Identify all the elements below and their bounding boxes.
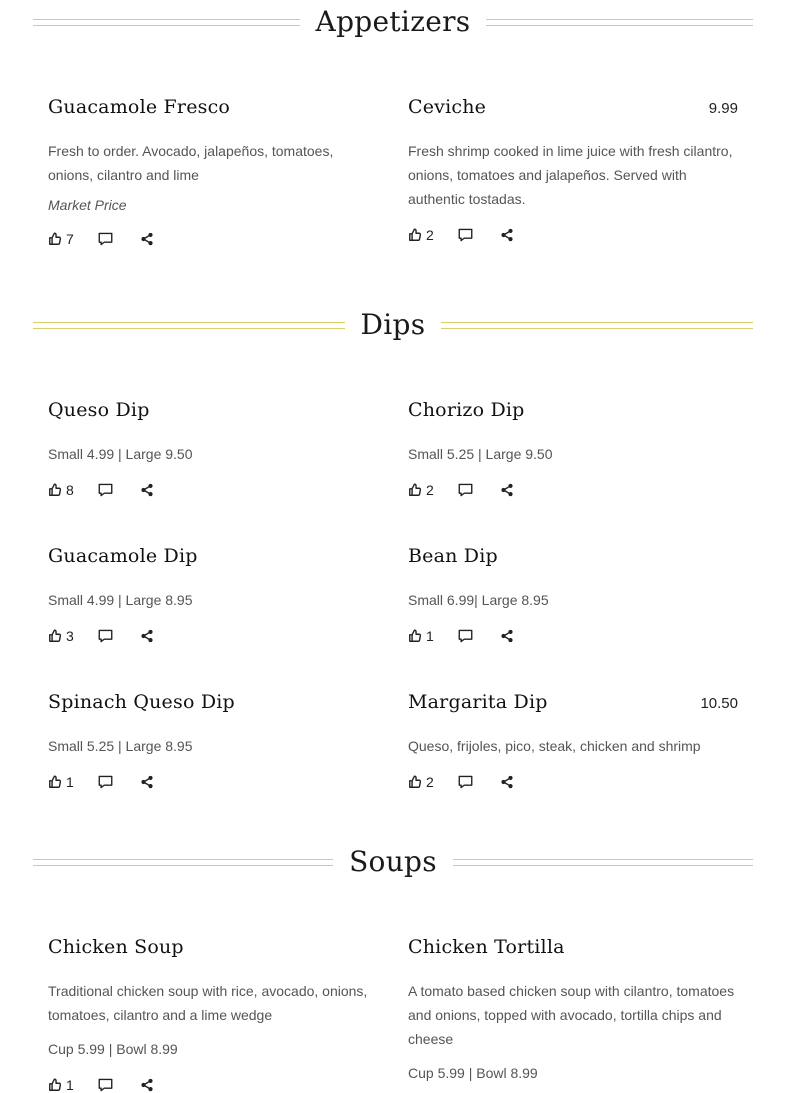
like-button[interactable] bbox=[48, 1077, 98, 1093]
comment-button[interactable] bbox=[98, 1078, 140, 1092]
section-header-soups bbox=[33, 840, 753, 884]
share-icon bbox=[140, 232, 154, 246]
menu-item-ceviche bbox=[408, 96, 738, 243]
item-name: Bean Dip bbox=[408, 545, 498, 567]
item-actions bbox=[408, 227, 738, 243]
like-count: 7 bbox=[66, 231, 74, 247]
menu-item-chicken-tortilla bbox=[408, 936, 738, 1085]
comment-icon bbox=[98, 629, 113, 643]
share-icon bbox=[140, 483, 154, 497]
comment-button[interactable] bbox=[458, 483, 500, 497]
like-count: 2 bbox=[426, 227, 434, 243]
menu-item-queso-dip bbox=[48, 399, 378, 498]
section-title: Appetizers bbox=[315, 5, 471, 38]
thumbs-up-icon bbox=[48, 629, 62, 643]
item-name: Queso Dip bbox=[48, 399, 150, 421]
menu-item-spinach-queso-dip bbox=[48, 691, 378, 790]
share-icon bbox=[500, 483, 514, 497]
item-actions bbox=[408, 482, 738, 498]
item-actions bbox=[408, 774, 738, 790]
item-description: Fresh to order. Avocado, jalapeños, tomatoes, onions, cilantro and lime bbox=[48, 143, 334, 183]
like-button[interactable] bbox=[48, 774, 98, 790]
item-description: Traditional chicken soup with rice, avocado, onions, tomatoes, cilantro and a lime wedge bbox=[48, 983, 368, 1023]
like-button[interactable] bbox=[408, 628, 458, 644]
divider bbox=[33, 19, 300, 26]
item-description: Small 4.99 | Large 9.50 bbox=[48, 446, 193, 462]
section-header-dips bbox=[33, 303, 753, 347]
section-title: Soups bbox=[349, 845, 437, 878]
item-name: Ceviche bbox=[408, 96, 487, 118]
item-actions bbox=[48, 231, 378, 247]
item-price: 9.99 bbox=[708, 100, 738, 117]
comment-icon bbox=[458, 483, 473, 497]
item-name: Chorizo Dip bbox=[408, 399, 525, 421]
like-button[interactable] bbox=[408, 774, 458, 790]
share-icon bbox=[140, 629, 154, 643]
item-name: Spinach Queso Dip bbox=[48, 691, 235, 713]
divider bbox=[441, 322, 753, 329]
thumbs-up-icon bbox=[408, 483, 422, 497]
thumbs-up-icon bbox=[408, 228, 422, 242]
share-button[interactable] bbox=[500, 228, 514, 242]
comment-icon bbox=[458, 629, 473, 643]
item-sub-price: Cup 5.99 | Bowl 8.99 bbox=[408, 1065, 538, 1081]
menu-item-bean-dip bbox=[408, 545, 738, 644]
thumbs-up-icon bbox=[48, 1078, 62, 1092]
like-button[interactable] bbox=[48, 482, 98, 498]
thumbs-up-icon bbox=[408, 629, 422, 643]
item-description: A tomato based chicken soup with cilantro, tomatoes and onions, topped with avocado, tortilla chips and cheese bbox=[408, 983, 735, 1047]
item-name: Guacamole Fresco bbox=[48, 96, 231, 118]
like-count: 1 bbox=[66, 774, 74, 790]
item-description: Small 4.99 | Large 8.95 bbox=[48, 592, 193, 608]
share-button[interactable] bbox=[140, 483, 154, 497]
like-button[interactable] bbox=[408, 482, 458, 498]
item-description: Small 5.25 | Large 9.50 bbox=[408, 446, 553, 462]
share-icon bbox=[140, 775, 154, 789]
like-count: 8 bbox=[66, 482, 74, 498]
thumbs-up-icon bbox=[48, 775, 62, 789]
menu-item-chorizo-dip bbox=[408, 399, 738, 498]
share-button[interactable] bbox=[500, 775, 514, 789]
item-description: Small 6.99| Large 8.95 bbox=[408, 592, 549, 608]
market-price-label: Market Price bbox=[48, 197, 127, 213]
share-icon bbox=[140, 1078, 154, 1092]
comment-icon bbox=[98, 232, 113, 246]
like-count: 1 bbox=[66, 1077, 74, 1093]
item-name: Chicken Soup bbox=[48, 936, 184, 958]
item-sub-price: Cup 5.99 | Bowl 8.99 bbox=[48, 1041, 178, 1057]
menu-item-guacamole-dip bbox=[48, 545, 378, 644]
divider bbox=[33, 322, 345, 329]
comment-button[interactable] bbox=[458, 775, 500, 789]
item-actions bbox=[48, 774, 378, 790]
like-count: 3 bbox=[66, 628, 74, 644]
menu-item-margarita-dip bbox=[408, 691, 738, 790]
thumbs-up-icon bbox=[48, 483, 62, 497]
share-button[interactable] bbox=[500, 629, 514, 643]
share-button[interactable] bbox=[140, 775, 154, 789]
like-count: 2 bbox=[426, 774, 434, 790]
comment-icon bbox=[458, 228, 473, 242]
comment-button[interactable] bbox=[98, 232, 140, 246]
like-button[interactable] bbox=[48, 231, 98, 247]
share-icon bbox=[500, 629, 514, 643]
item-description: Small 5.25 | Large 8.95 bbox=[48, 738, 193, 754]
item-price: 10.50 bbox=[700, 695, 738, 712]
comment-button[interactable] bbox=[458, 228, 500, 242]
comment-button[interactable] bbox=[98, 629, 140, 643]
thumbs-up-icon bbox=[408, 775, 422, 789]
comment-button[interactable] bbox=[98, 483, 140, 497]
like-button[interactable] bbox=[48, 628, 98, 644]
comment-icon bbox=[98, 1078, 113, 1092]
item-actions bbox=[408, 628, 738, 644]
share-button[interactable] bbox=[140, 1078, 154, 1092]
item-name: Margarita Dip bbox=[408, 691, 548, 713]
section-title: Dips bbox=[360, 308, 426, 341]
like-button[interactable] bbox=[408, 227, 458, 243]
share-button[interactable] bbox=[500, 483, 514, 497]
item-actions bbox=[48, 1077, 378, 1093]
divider bbox=[453, 859, 753, 866]
share-icon bbox=[500, 228, 514, 242]
share-button[interactable] bbox=[140, 232, 154, 246]
item-name: Guacamole Dip bbox=[48, 545, 198, 567]
item-name: Chicken Tortilla bbox=[408, 936, 565, 958]
menu-item-chicken-soup bbox=[48, 936, 378, 1093]
comment-icon bbox=[98, 775, 113, 789]
item-actions bbox=[48, 628, 378, 644]
item-actions bbox=[48, 482, 378, 498]
comment-icon bbox=[458, 775, 473, 789]
divider bbox=[486, 19, 753, 26]
item-description: Fresh shrimp cooked in lime juice with fresh cilantro, onions, tomatoes and jalapeños. Served with authentic tostadas. bbox=[408, 143, 733, 207]
share-button[interactable] bbox=[140, 629, 154, 643]
thumbs-up-icon bbox=[48, 232, 62, 246]
share-icon bbox=[500, 775, 514, 789]
comment-button[interactable] bbox=[98, 775, 140, 789]
divider bbox=[33, 859, 333, 866]
like-count: 2 bbox=[426, 482, 434, 498]
item-description: Queso, frijoles, pico, steak, chicken and shrimp bbox=[408, 738, 701, 754]
like-count: 1 bbox=[426, 628, 434, 644]
comment-icon bbox=[98, 483, 113, 497]
comment-button[interactable] bbox=[458, 629, 500, 643]
section-header-appetizers bbox=[33, 0, 753, 44]
menu-item-guacamole-fresco bbox=[48, 96, 378, 247]
